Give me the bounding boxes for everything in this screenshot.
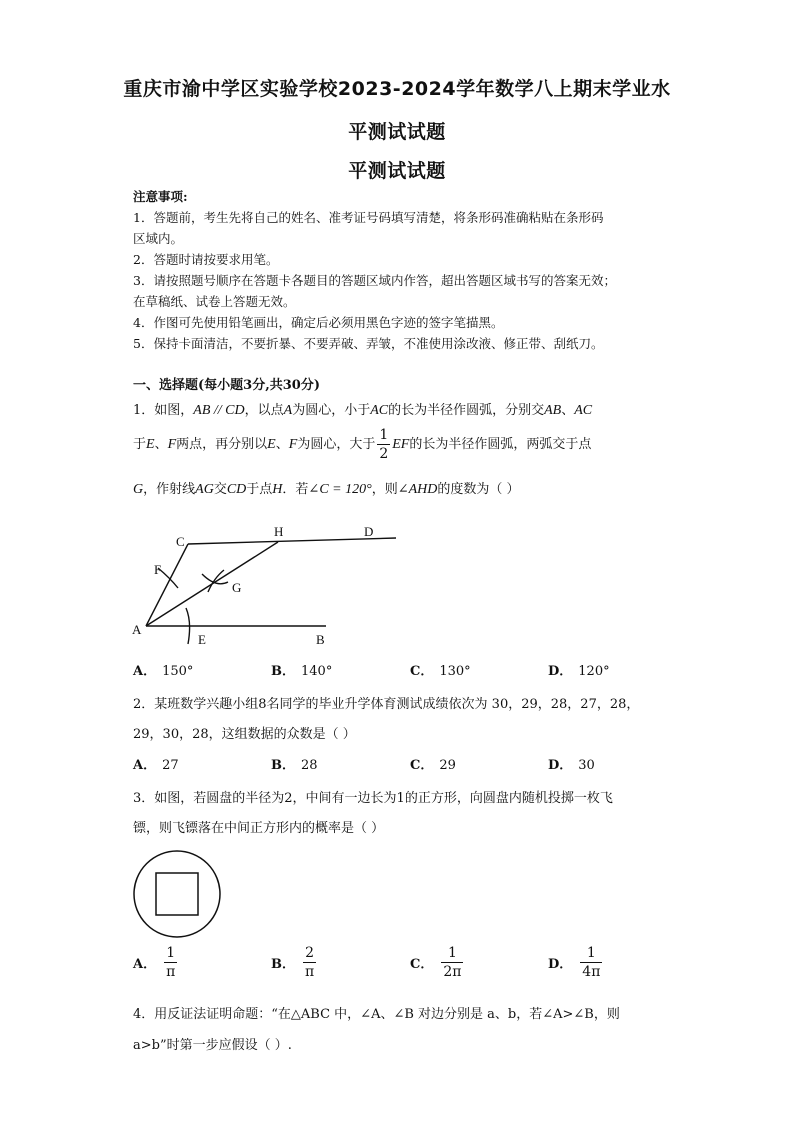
- notice-item: 2．答题时请按要求用笔。: [133, 252, 279, 267]
- q3-line2: 镖，则飞镖落在中间正方形内的概率是（ ）: [133, 821, 385, 836]
- option-text: 130°: [439, 664, 471, 679]
- option-text: 28: [301, 758, 318, 773]
- label-d: D: [364, 524, 374, 539]
- fraction: [377, 426, 390, 463]
- q1-text: 为圆心，小于: [292, 403, 371, 418]
- q1-option-b: [271, 660, 332, 679]
- notice-item: 5．保持卡面清洁，不要折暴、不要弄破、弄皱，不准使用涂改液、修正带、刮纸刀。: [133, 336, 604, 351]
- math-var: AB: [544, 403, 562, 418]
- math-var: EF: [392, 437, 410, 452]
- q1-text: 、: [275, 437, 289, 452]
- option-text: 140°: [301, 664, 333, 679]
- option-fraction: [164, 944, 177, 981]
- math-var: A: [283, 403, 293, 418]
- q2-option-c: [410, 754, 456, 773]
- q1-text: 于: [133, 437, 147, 452]
- q1-line2: [133, 426, 591, 463]
- q2-option-b: [271, 754, 318, 773]
- fraction-numerator: 1: [441, 944, 463, 963]
- q3-disk-figure: [131, 848, 223, 940]
- q1-line1: [133, 399, 592, 419]
- fraction-denominator: 2π: [443, 964, 462, 980]
- notice-item: 1．答题前，考生先将自己的姓名、准考证号码填写清楚，将条形码准确粘贴在条形码: [133, 210, 604, 225]
- disk-circle: [134, 851, 220, 937]
- notice-item: 在草稿纸、试卷上答题无效。: [133, 294, 296, 309]
- label-e: E: [198, 632, 206, 647]
- q1-text: ．若∠: [282, 482, 320, 497]
- option-label: D．: [548, 957, 573, 972]
- q1-text: 1．如图，: [133, 403, 194, 418]
- fraction-denominator: π: [166, 964, 176, 980]
- q3-option-b: [271, 944, 318, 981]
- label-c: C: [176, 534, 185, 549]
- option-text: 30: [578, 758, 595, 773]
- fraction-numerator: 1: [379, 427, 389, 443]
- fraction-denominator: π: [305, 964, 315, 980]
- math-var: E: [146, 437, 155, 452]
- exam-subtitle-repeat: 平测试试题: [348, 160, 446, 182]
- q1-text: 的度数为（ ）: [437, 482, 520, 497]
- fraction-numerator: 2: [303, 944, 316, 963]
- math-var: AB: [193, 403, 211, 418]
- option-label: A．: [133, 758, 157, 773]
- option-label: B．: [271, 957, 295, 972]
- exam-subtitle: 平测试试题: [348, 121, 446, 143]
- section-heading: 一、选择题(每小题3分,共30分): [133, 378, 320, 393]
- exam-title: 重庆市渝中学区实验学校2023-2024学年数学八上期末学业水: [123, 78, 671, 100]
- notice-item: 区域内。: [133, 231, 184, 246]
- inner-square: [156, 873, 198, 915]
- option-label: A．: [133, 957, 157, 972]
- q3-option-a: [133, 944, 179, 981]
- math-var: AG: [195, 482, 214, 497]
- option-label: C．: [410, 664, 434, 679]
- q1-line3: [133, 478, 520, 498]
- option-label: C．: [410, 758, 434, 773]
- fraction-denominator: 2: [379, 446, 389, 462]
- option-text: 27: [162, 758, 179, 773]
- math-symbol: //: [210, 403, 226, 418]
- q3-option-c: [410, 944, 465, 981]
- notice-item: 3．请按照题号顺序在答题卡各题目的答题区域内作答，超出答题区域书写的答案无效；: [133, 273, 616, 288]
- math-var: = 120°: [328, 482, 372, 497]
- math-var: AHD: [408, 482, 438, 497]
- q1-option-c: [410, 660, 471, 679]
- option-label: B．: [271, 758, 295, 773]
- option-label: B．: [271, 664, 295, 679]
- label-h: H: [274, 524, 284, 539]
- math-var: C: [319, 482, 329, 497]
- q1-text: ，则∠: [371, 482, 409, 497]
- label-g: G: [232, 580, 242, 595]
- notice-heading: 注意事项:: [133, 189, 188, 204]
- math-var: F: [288, 437, 298, 452]
- q3-line1: 3．如图，若圆盘的半径为2，中间有一边长为1的正方形，向圆盘内随机投掷一枚飞: [133, 791, 613, 806]
- option-text: 120°: [578, 664, 610, 679]
- option-label: D．: [548, 758, 573, 773]
- q2-line2: 29，30，28，这组数据的众数是（ ）: [133, 727, 356, 742]
- fraction-denominator: 4π: [582, 964, 601, 980]
- math-var: CD: [225, 403, 245, 418]
- q1-option-a: [133, 660, 193, 679]
- math-var: AC: [574, 403, 593, 418]
- q1-text: 交: [213, 482, 227, 497]
- label-a: A: [132, 622, 142, 637]
- q1-text: 的长为半径作圆弧，分别交: [388, 403, 545, 418]
- option-fraction: [580, 944, 602, 981]
- option-label: C．: [410, 957, 434, 972]
- q2-option-a: [133, 754, 179, 773]
- option-fraction: [441, 944, 463, 981]
- label-b: B: [316, 632, 325, 647]
- q1-text: ，以点: [244, 403, 284, 418]
- q2-option-d: [548, 754, 595, 773]
- fraction-numerator: 1: [580, 944, 602, 963]
- math-var: CD: [226, 482, 247, 497]
- option-text: 150°: [162, 664, 194, 679]
- q4-line2: a>b”时第一步应假设（ ）.: [133, 1038, 292, 1053]
- option-text: 29: [439, 758, 456, 773]
- math-var: AC: [370, 403, 389, 418]
- math-var: E: [267, 437, 276, 452]
- notice-item: 4．作图可先使用铅笔画出，确定后必须用黑色字迹的签字笔描黑。: [133, 315, 504, 330]
- q3-option-d: [548, 944, 604, 981]
- option-fraction: [303, 944, 316, 981]
- q1-text: 、: [561, 403, 575, 418]
- label-f: F: [154, 562, 162, 577]
- option-label: A．: [133, 664, 157, 679]
- q2-line1: 2．某班数学兴趣小组8名同学的毕业升学体育测试成绩依次为 30，29，28，27，28，: [133, 697, 640, 712]
- option-label: D．: [548, 664, 573, 679]
- q1-text: 的长为半径作圆弧，两弧交于点: [409, 437, 592, 452]
- q1-option-d: [548, 660, 610, 679]
- q1-geometry-figure: [128, 522, 408, 650]
- math-var: H: [272, 482, 283, 497]
- q1-text: 于点: [246, 482, 273, 497]
- math-var: F: [167, 437, 177, 452]
- q1-text: 为圆心，大于: [297, 437, 376, 452]
- q4-line1: 4．用反证法证明命题：“在△ABC 中，∠A、∠B 对边分别是 a、b，若∠A>∠B，则: [133, 1007, 620, 1022]
- segment-ac: [146, 544, 188, 626]
- math-var: G: [133, 482, 144, 497]
- q1-text: 两点，再分别以: [176, 437, 268, 452]
- q1-text: 、: [154, 437, 168, 452]
- fraction-numerator: 1: [164, 944, 177, 963]
- q1-text: ，作射线: [143, 482, 196, 497]
